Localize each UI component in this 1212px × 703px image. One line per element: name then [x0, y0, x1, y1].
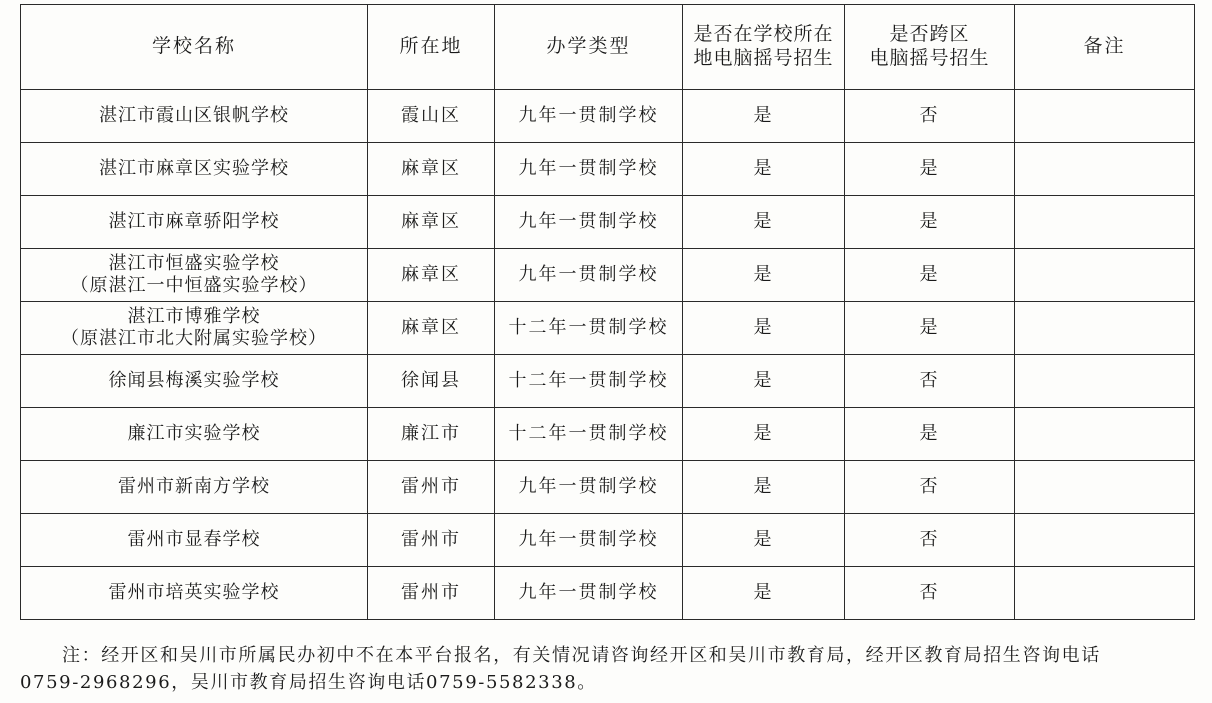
cell-cross-lottery: 是 — [845, 249, 1015, 302]
header-school-name: 学校名称 — [21, 5, 368, 90]
cell-remarks — [1015, 408, 1195, 461]
cell-school-type: 九年一贯制学校 — [495, 514, 683, 567]
cell-remarks — [1015, 143, 1195, 196]
cell-school-type: 九年一贯制学校 — [495, 249, 683, 302]
table-row — [21, 249, 1195, 302]
table-row — [21, 408, 1195, 461]
footnote-line2: 0759-2968296，吴川市教育局招生咨询电话0759-5582338。 — [20, 672, 597, 693]
cell-remarks — [1015, 461, 1195, 514]
header-location: 所在地 — [368, 5, 495, 90]
cell-school-type: 九年一贯制学校 — [495, 461, 683, 514]
cell-school-type: 十二年一贯制学校 — [495, 355, 683, 408]
header-cross-lottery-line2: 电脑摇号招生 — [869, 47, 990, 69]
cell-school-name — [21, 408, 368, 461]
school-name: 湛江市霞山区银帆学校 — [99, 104, 289, 126]
cell-local-lottery: 是 — [683, 514, 845, 567]
cell-location: 徐闻县 — [368, 355, 495, 408]
cell-location: 雷州市 — [368, 567, 495, 620]
cell-remarks — [1015, 355, 1195, 408]
table-row — [21, 143, 1195, 196]
table-row — [21, 196, 1195, 249]
cell-school-name — [21, 461, 368, 514]
cell-location: 麻章区 — [368, 249, 495, 302]
cell-cross-lottery: 否 — [845, 90, 1015, 143]
cell-school-name — [21, 355, 368, 408]
cell-school-name — [21, 302, 368, 355]
cell-location: 廉江市 — [368, 408, 495, 461]
cell-school-type: 九年一贯制学校 — [495, 196, 683, 249]
cell-local-lottery: 是 — [683, 408, 845, 461]
header-local-lottery — [683, 5, 845, 90]
school-name: 廉江市实验学校 — [127, 422, 261, 444]
cell-location: 霞山区 — [368, 90, 495, 143]
school-name: 徐闻县梅溪实验学校 — [108, 369, 280, 391]
cell-local-lottery: 是 — [683, 567, 845, 620]
table-row — [21, 461, 1195, 514]
cell-cross-lottery: 是 — [845, 143, 1015, 196]
cell-local-lottery: 是 — [683, 90, 845, 143]
cell-school-name — [21, 143, 368, 196]
school-name: 湛江市博雅学校 — [127, 305, 261, 327]
cell-location: 麻章区 — [368, 302, 495, 355]
header-local-lottery-line1: 是否在学校所在 — [693, 23, 834, 46]
cell-school-name — [21, 90, 368, 143]
cell-cross-lottery: 是 — [845, 196, 1015, 249]
cell-local-lottery: 是 — [683, 196, 845, 249]
cell-school-type: 九年一贯制学校 — [495, 90, 683, 143]
cell-remarks — [1015, 302, 1195, 355]
cell-cross-lottery: 是 — [845, 302, 1015, 355]
cell-school-type: 十二年一贯制学校 — [495, 408, 683, 461]
cell-school-type: 九年一贯制学校 — [495, 567, 683, 620]
cell-remarks — [1015, 514, 1195, 567]
cell-cross-lottery: 否 — [845, 514, 1015, 567]
school-name: 雷州市培英实验学校 — [108, 581, 280, 603]
school-name: 雷州市新南方学校 — [118, 475, 270, 497]
cell-location: 麻章区 — [368, 143, 495, 196]
school-name: 雷州市显春学校 — [127, 528, 261, 550]
table-header — [21, 5, 1195, 90]
header-cross-lottery — [845, 5, 1015, 90]
header-remarks: 备注 — [1015, 5, 1195, 90]
table-row — [21, 90, 1195, 143]
cell-location: 麻章区 — [368, 196, 495, 249]
header-row — [21, 5, 1195, 90]
school-name: 湛江市恒盛实验学校 — [108, 252, 280, 274]
cell-cross-lottery: 否 — [845, 567, 1015, 620]
header-local-lottery-line2: 地电脑摇号招生 — [693, 47, 834, 69]
header-cross-lottery-line1: 是否跨区 — [889, 23, 970, 46]
cell-local-lottery: 是 — [683, 461, 845, 514]
cell-local-lottery: 是 — [683, 249, 845, 302]
cell-location: 雷州市 — [368, 461, 495, 514]
table-body — [21, 90, 1195, 620]
cell-location: 雷州市 — [368, 514, 495, 567]
school-name: 湛江市麻章区实验学校 — [99, 157, 289, 179]
cell-local-lottery: 是 — [683, 302, 845, 355]
cell-remarks — [1015, 249, 1195, 302]
header-school-type: 办学类型 — [495, 5, 683, 90]
cell-remarks — [1015, 196, 1195, 249]
cell-cross-lottery: 否 — [845, 355, 1015, 408]
table-row — [21, 567, 1195, 620]
cell-local-lottery: 是 — [683, 143, 845, 196]
cell-school-name — [21, 567, 368, 620]
table-row — [21, 514, 1195, 567]
cell-cross-lottery: 是 — [845, 408, 1015, 461]
school-name: 湛江市麻章骄阳学校 — [108, 210, 280, 232]
cell-remarks — [1015, 567, 1195, 620]
cell-remarks — [1015, 90, 1195, 143]
footnote-line1: 注：经开区和吴川市所属民办初中不在本平台报名，有关情况请咨询经开区和吴川市教育局，经开区教育局招生咨询电话 — [62, 645, 1101, 666]
footnote — [20, 642, 1200, 696]
cell-school-name — [21, 249, 368, 302]
cell-local-lottery: 是 — [683, 355, 845, 408]
school-table — [20, 4, 1195, 620]
school-former-name: （原湛江一中恒盛实验学校） — [70, 275, 318, 296]
cell-school-type: 九年一贯制学校 — [495, 143, 683, 196]
table-row — [21, 302, 1195, 355]
cell-school-name — [21, 196, 368, 249]
cell-school-name — [21, 514, 368, 567]
cell-cross-lottery: 否 — [845, 461, 1015, 514]
school-former-name: （原湛江市北大附属实验学校） — [61, 328, 327, 349]
cell-school-type: 十二年一贯制学校 — [495, 302, 683, 355]
table-row — [21, 355, 1195, 408]
